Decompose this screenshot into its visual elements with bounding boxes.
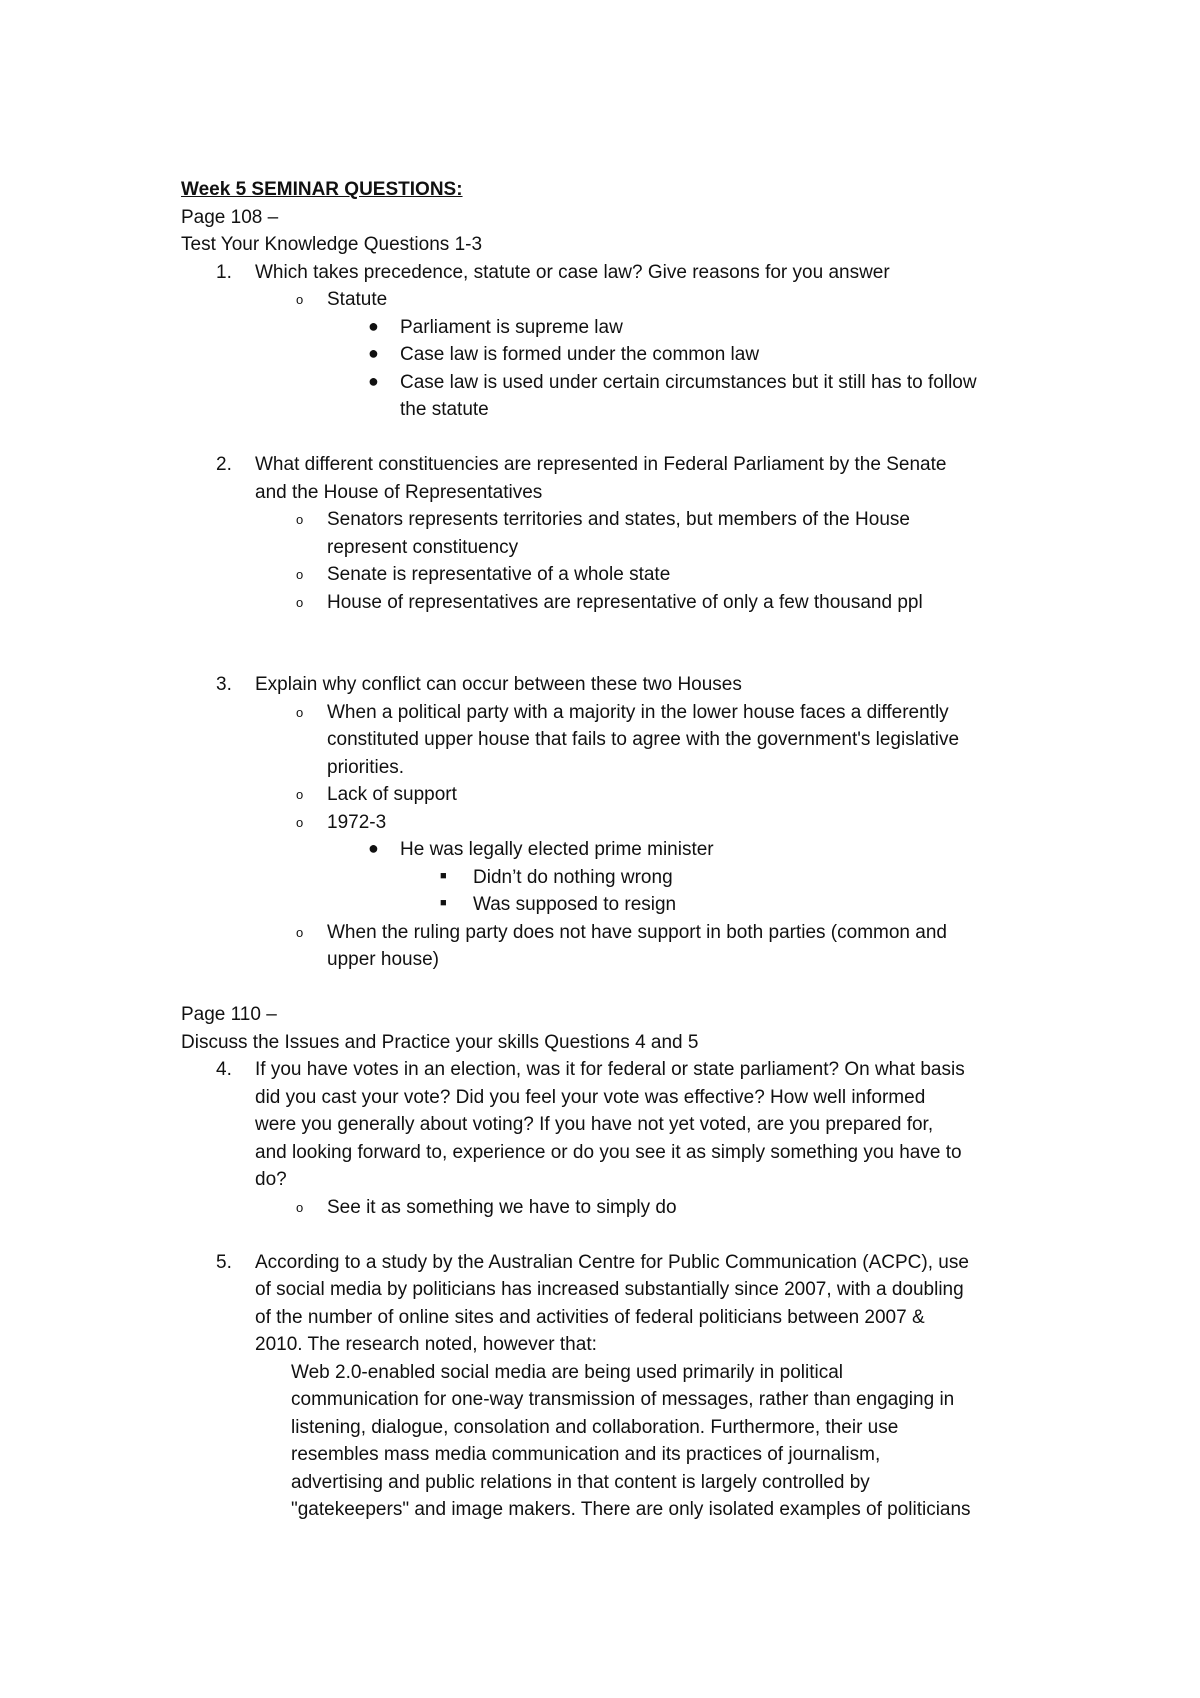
filled-bullet-icon: ●	[368, 315, 379, 336]
list-item-text: He was legally elected prime minister	[400, 839, 714, 860]
hollow-circle-bullet-icon: o	[296, 924, 304, 940]
list-item-text: When a political party with a majority in the lower house faces a differently	[327, 701, 949, 723]
document-body	[181, 176, 1041, 1524]
list-item-text: When the ruling party does not have support in both parties (common and	[327, 921, 947, 943]
question-2	[181, 451, 1041, 479]
question-text-continuation: 2010. The research noted, however that:	[255, 1334, 597, 1355]
list-item-text: House of representatives are representative of only a few thousand ppl	[327, 591, 923, 613]
list-item	[368, 341, 1041, 369]
hollow-circle-bullet-icon: o	[296, 594, 304, 610]
document-title: Week 5 SEMINAR QUESTIONS:	[181, 179, 463, 200]
list-item-continuation: constituted upper house that fails to agree with the government's legislative	[327, 729, 960, 750]
question-text-continuation: of the number of online sites and activities of federal politicians between 2007 &	[255, 1306, 925, 1328]
block-quote-line: advertising and public relations in that content is largely controlled by	[291, 1471, 870, 1493]
question-text-continuation: do?	[255, 1169, 287, 1190]
list-item-text: 1972-3	[327, 811, 387, 833]
list-item	[368, 836, 1041, 864]
list-item	[440, 864, 1041, 892]
list-item	[296, 561, 1041, 589]
list-item	[296, 781, 1041, 809]
question-4	[181, 1056, 1041, 1084]
hollow-circle-bullet-icon: o	[296, 512, 304, 527]
spacer	[181, 616, 1041, 671]
question-text-continuation: and the House of Representatives	[255, 481, 543, 503]
question-text: Explain why conflict can occur between these two Houses	[255, 674, 742, 695]
list-item-text: Statute	[327, 289, 388, 310]
hollow-circle-bullet-icon: o	[296, 814, 304, 830]
question-text-continuation: did you cast your vote? Did you feel your vote was effective? How well informed	[255, 1086, 926, 1108]
list-item-text: See it as something we have to simply do	[327, 1196, 677, 1218]
list-item	[368, 369, 1041, 397]
page-reference: Page 108 –	[181, 206, 279, 228]
list-item	[296, 286, 1041, 314]
block-quote-line: resembles mass media communication and its practices of journalism,	[291, 1444, 881, 1465]
list-item-continuation: priorities.	[327, 756, 405, 778]
question-text: According to a study by the Australian Centre for Public Communication (ACPC), use	[255, 1251, 969, 1273]
list-item	[296, 589, 1041, 617]
list-item-text: Case law is formed under the common law	[400, 344, 760, 365]
list-item-text: Senate is representative of a whole state	[327, 564, 671, 585]
list-item	[296, 809, 1041, 837]
list-item	[296, 1194, 1041, 1222]
spacer	[181, 424, 1041, 452]
hollow-circle-bullet-icon: o	[296, 292, 304, 307]
list-item	[440, 891, 1041, 919]
list-item-continuation: represent constituency	[327, 536, 519, 558]
list-item-text: Parliament is supreme law	[400, 316, 623, 338]
section-heading: Discuss the Issues and Practice your skills Questions 4 and 5	[181, 1031, 699, 1053]
question-number: 2.	[216, 454, 232, 475]
question-text-continuation: and looking forward to, experience or do you see it as simply something you have to	[255, 1141, 962, 1163]
list-item	[296, 506, 1041, 534]
question-number: 5.	[216, 1251, 232, 1273]
question-5	[181, 1249, 1041, 1277]
question-number: 1.	[216, 261, 232, 283]
square-bullet-icon: ■	[440, 897, 447, 909]
question-3	[181, 671, 1041, 699]
spacer	[181, 1221, 1041, 1249]
block-quote-line: Web 2.0-enabled social media are being used primarily in political	[291, 1361, 844, 1383]
question-text-continuation: were you generally about voting? If you have not yet voted, are you prepared for,	[255, 1114, 934, 1135]
list-item-continuation: upper house)	[327, 949, 439, 970]
question-text: If you have votes in an election, was it for federal or state parliament? On what basis	[255, 1059, 965, 1080]
list-item	[296, 919, 1041, 947]
list-item-text: Lack of support	[327, 784, 457, 805]
hollow-circle-bullet-icon: o	[296, 787, 304, 802]
block-quote-line: communication for one-way transmission of messages, rather than engaging in	[291, 1389, 955, 1410]
question-text: What different constituencies are represented in Federal Parliament by the Senate	[255, 454, 947, 475]
filled-bullet-icon: ●	[368, 838, 379, 858]
block-quote-line: "gatekeepers" and image makers. There are only isolated examples of politicians	[291, 1499, 971, 1520]
list-item-text: Senators represents territories and states, but members of the House	[327, 509, 910, 530]
hollow-circle-bullet-icon: o	[296, 1199, 304, 1215]
list-item-continuation: the statute	[400, 399, 489, 420]
hollow-circle-bullet-icon: o	[296, 704, 304, 720]
filled-bullet-icon: ●	[368, 343, 379, 363]
square-bullet-icon: ■	[440, 869, 447, 882]
page-reference: Page 110 –	[181, 1004, 277, 1025]
block-quote-line: listening, dialogue, consolation and collaboration. Furthermore, their use	[291, 1416, 899, 1438]
list-item	[296, 699, 1041, 727]
list-item	[368, 314, 1041, 342]
list-item-text: Was supposed to resign	[473, 894, 677, 915]
filled-bullet-icon: ●	[368, 370, 379, 391]
list-item-text: Case law is used under certain circumstances but it still has to follow	[400, 371, 977, 393]
section-heading: Test Your Knowledge Questions 1-3	[181, 234, 483, 255]
question-text: Which takes precedence, statute or case law? Give reasons for you answer	[255, 261, 890, 283]
question-number: 4.	[216, 1059, 232, 1080]
spacer	[181, 974, 1041, 1002]
question-text-continuation: of social media by politicians has increased substantially since 2007, with a doubling	[255, 1279, 964, 1300]
list-item-text: Didn’t do nothing wrong	[473, 866, 673, 888]
question-number: 3.	[216, 674, 232, 695]
question-1	[181, 259, 1041, 287]
hollow-circle-bullet-icon: o	[296, 567, 304, 582]
